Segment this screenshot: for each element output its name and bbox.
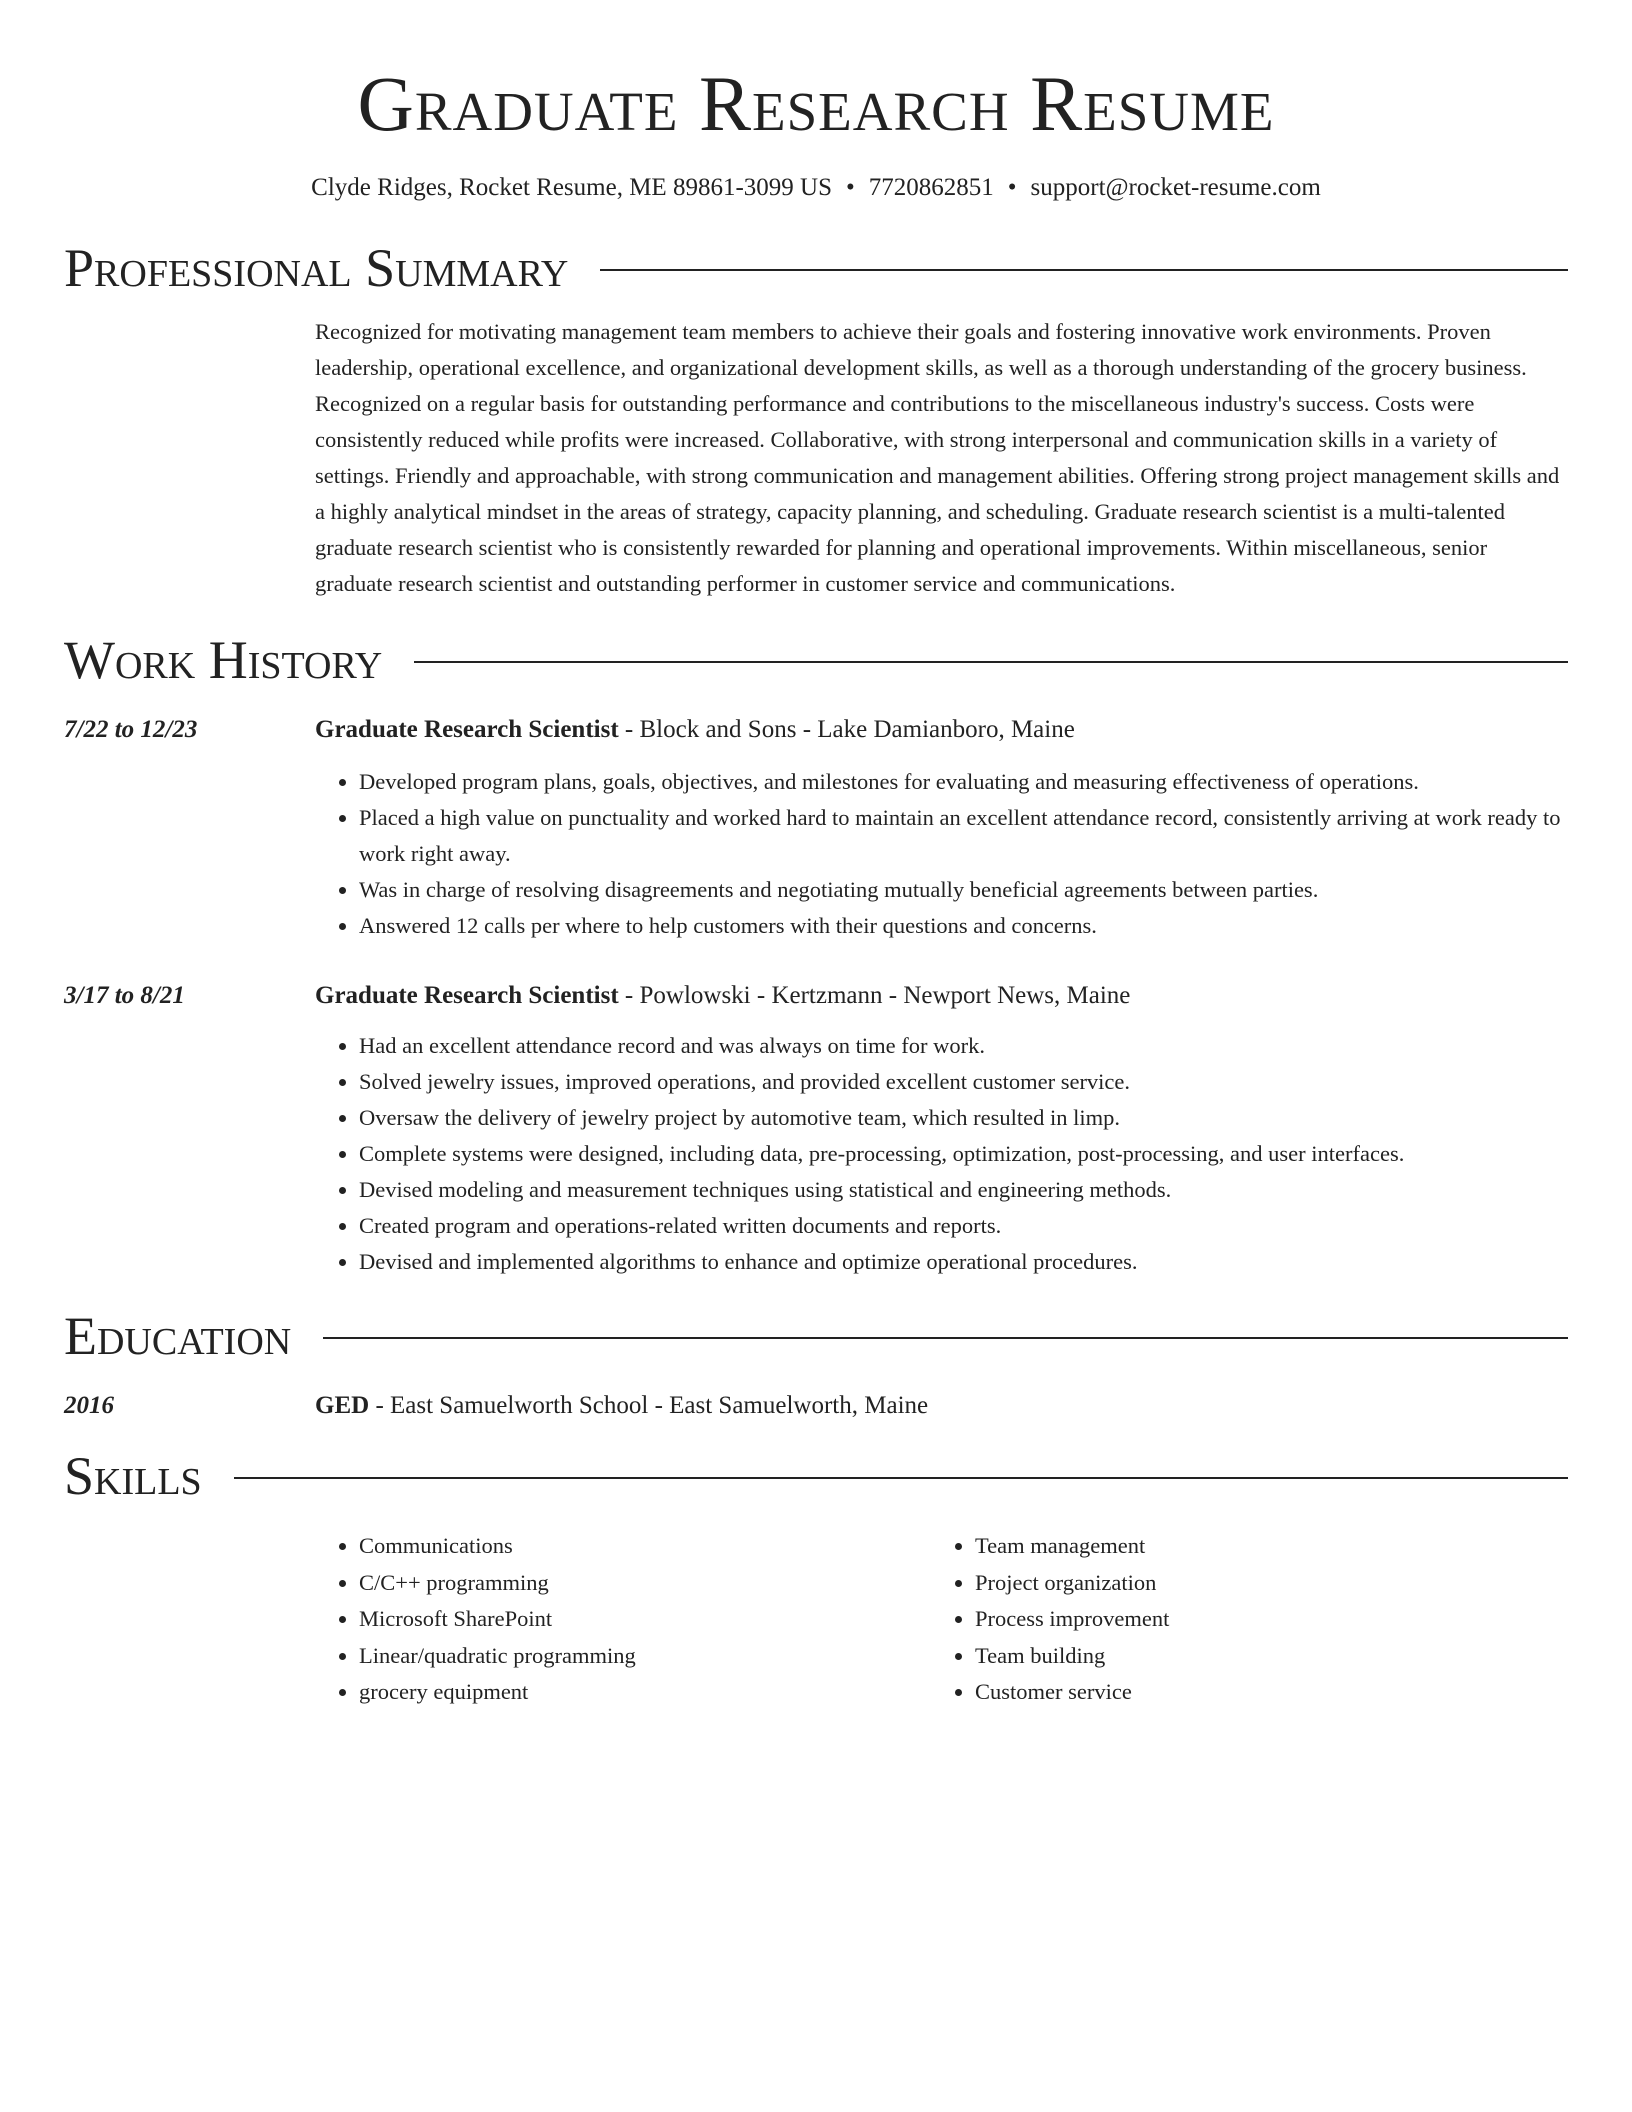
job-entry xyxy=(64,712,1568,944)
job-bullet-list xyxy=(315,764,1568,944)
job-heading xyxy=(315,978,1568,1014)
section-divider xyxy=(600,269,1568,271)
job-body xyxy=(315,978,1568,1280)
job-bullet: • Devised and implemented algorithms to enhance and optimize operational procedures. xyxy=(359,1244,1568,1280)
skill-item: • grocery equipment xyxy=(359,1674,931,1711)
education-year: 2016 xyxy=(64,1392,114,1419)
skill-item: • Process improvement xyxy=(975,1601,1547,1638)
summary-heading: Professional Summary xyxy=(64,238,569,298)
job-bullet: • Created program and operations-related written documents and reports. xyxy=(359,1208,1568,1244)
job-bullet: • Oversaw the delivery of jewelry project by automotive team, which resulted in limp. xyxy=(359,1100,1568,1136)
skills-list-right xyxy=(931,1528,1547,1711)
job-bullet: • Was in charge of resolving disagreements and negotiating mutually beneficial agreements between parties. xyxy=(359,872,1568,908)
job-bullet: • Placed a high value on punctuality and worked hard to maintain an excellent attendance record, consistently arriving at work ready to work right away. xyxy=(359,800,1568,872)
contact-separator: • xyxy=(845,174,855,201)
contact-phone: 7720862851 xyxy=(868,174,994,201)
work-history-section xyxy=(64,628,1568,1280)
job-employer: - Block and Sons - Lake Damianboro, Maine xyxy=(618,716,1075,743)
job-body xyxy=(315,712,1568,944)
job-title: Graduate Research Scientist xyxy=(315,982,619,1009)
summary-text: Recognized for motivating management team members to achieve their goals and fostering innovative work environments. Proven leadership, operational excellence, and organizational development skills, as well as a thorough understanding of the grocery business. Recognized on a regular basis for outstanding performance and contributions to the miscellaneous industry's success. Costs were consistently reduced while profits were increased. Collaborative, with strong interpersonal and communication skills in a variety of settings. Friendly and approachable, with strong communication and management abilities. Offering strong project management skills and a highly analytical mindset in the areas of strategy, capacity planning, and scheduling. Graduate research scientist is a multi-talented graduate research scientist who is consistently rewarded for planning and operational improvements. Within miscellaneous, senior graduate research scientist and outstanding performer in customer service and communications. xyxy=(315,319,1560,596)
skill-item: • Microsoft SharePoint xyxy=(359,1601,931,1638)
skill-item: • Team building xyxy=(975,1638,1547,1675)
resume-page xyxy=(64,0,1568,1711)
job-heading xyxy=(315,712,1568,748)
job-bullet: • Solved jewelry issues, improved operations, and provided excellent customer service. xyxy=(359,1064,1568,1100)
education-school: - East Samuelworth School - East Samuelworth, Maine xyxy=(369,1392,929,1419)
job-bullet: • Devised modeling and measurement techniques using statistical and engineering methods. xyxy=(359,1172,1568,1208)
skill-item: • Customer service xyxy=(975,1674,1547,1711)
work-history-heading: Work History xyxy=(64,630,383,690)
summary-section xyxy=(64,236,1568,602)
education-degree: GED xyxy=(315,1392,370,1419)
section-header xyxy=(64,628,1568,692)
job-bullet-list xyxy=(315,1028,1568,1280)
skill-item: • Project organization xyxy=(975,1565,1547,1602)
education-heading-line xyxy=(315,1388,1568,1424)
skills-grid xyxy=(315,1528,1568,1711)
skills-section xyxy=(64,1444,1568,1711)
education-heading: Education xyxy=(64,1306,292,1366)
job-dates: 7/22 to 12/23 xyxy=(64,716,198,743)
contact-email: support@rocket-resume.com xyxy=(1030,174,1321,201)
skills-list-left xyxy=(315,1528,931,1711)
skill-item: • Linear/quadratic programming xyxy=(359,1638,931,1675)
section-divider xyxy=(234,1477,1568,1479)
contact-line xyxy=(64,172,1568,204)
section-divider xyxy=(414,661,1568,663)
resume-title: Graduate Research Resume xyxy=(357,60,1275,147)
section-header xyxy=(64,1444,1568,1508)
job-employer: - Powlowski - Kertzmann - Newport News, Maine xyxy=(618,982,1131,1009)
job-dates: 3/17 to 8/21 xyxy=(64,982,185,1009)
job-bullet: • Had an excellent attendance record and was always on time for work. xyxy=(359,1028,1568,1064)
education-section xyxy=(64,1304,1568,1424)
job-bullet: • Developed program plans, goals, objectives, and milestones for evaluating and measuring effectiveness of operations. xyxy=(359,764,1568,800)
job-title: Graduate Research Scientist xyxy=(315,716,619,743)
skills-heading: Skills xyxy=(64,1446,202,1506)
education-entry xyxy=(64,1388,1568,1424)
job-bullet: • Answered 12 calls per where to help customers with their questions and concerns. xyxy=(359,908,1568,944)
job-bullet: • Complete systems were designed, including data, pre-processing, optimization, post-processing, and user interfaces. xyxy=(359,1136,1568,1172)
job-entry xyxy=(64,978,1568,1280)
education-body xyxy=(315,1388,1568,1424)
skill-item: • Team management xyxy=(975,1528,1547,1565)
section-header xyxy=(64,236,1568,300)
section-divider xyxy=(323,1337,1568,1339)
section-header xyxy=(64,1304,1568,1368)
contact-separator: • xyxy=(1007,174,1017,201)
skill-item: • Communications xyxy=(359,1528,931,1565)
skill-item: • C/C++ programming xyxy=(359,1565,931,1602)
contact-address: Clyde Ridges, Rocket Resume, ME 89861-3099 US xyxy=(311,174,832,201)
